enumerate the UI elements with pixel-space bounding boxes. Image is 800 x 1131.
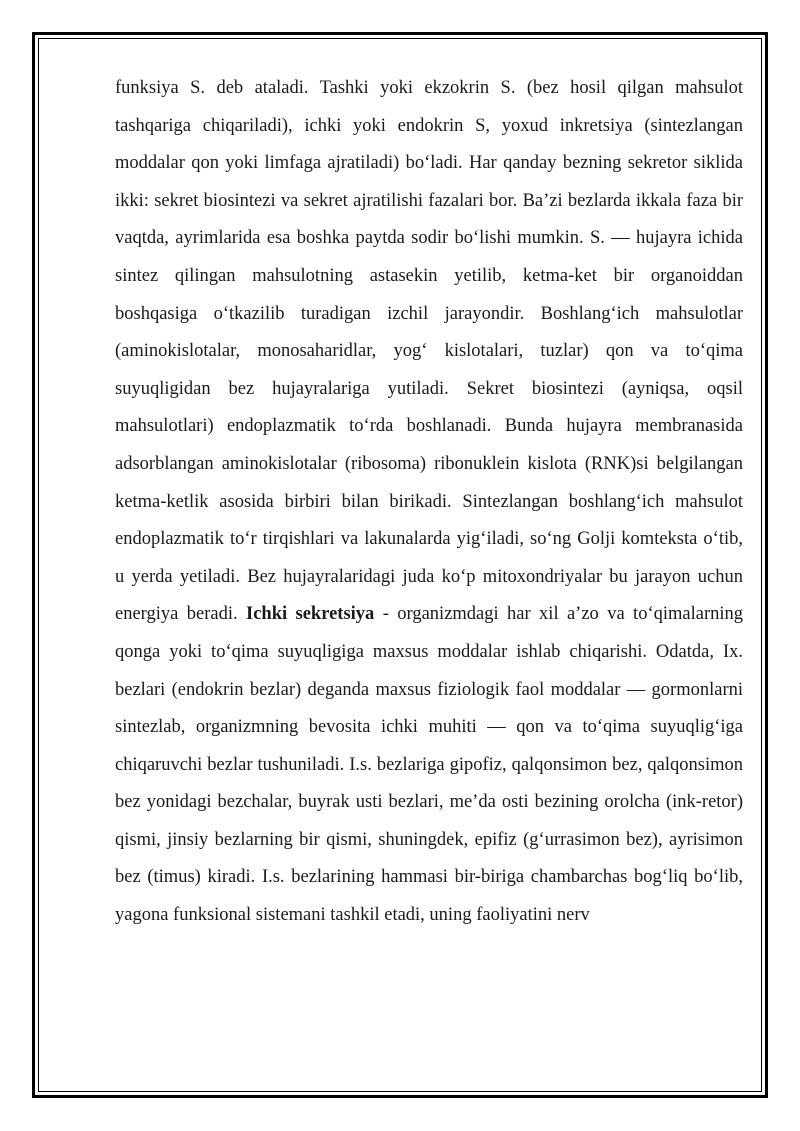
text-after-bold: - organizmdagi har xil a’zo va to‘qimalarning qonga yoki to‘qima suyuqligiga maxsus moddalar ishlab chiqarishi. Odatda, Ix. bezlari (endokrin bezlar) deganda maxsus fiziologik faol moddalar — gormonlarni sintezlab, organizmning bevosita ichki muhiti — qon va to‘qima suyuqlig‘iga chiqaruvchi bezlar tushuniladi. I.s. bezlariga gipofiz, qalqonsimon bez, qalqonsimon bez yonidagi bezchalar, buyrak usti bezlari, me’da osti bezining orolcha (ink-retor) qismi, jinsiy bezlarning bir qismi, shuningdek, epifiz (g‘urrasimon bez), ayrisimon bez (timus) kiradi. I.s. bezlarining hammasi bir-biriga chambarchas bog‘liq bo‘lib, yagona funksional sistemani tashkil etadi, uning faoliyatini nerv [115, 604, 743, 926]
text-before-bold: funksiya S. deb ataladi. Tashki yoki ekzokrin S. (bez hosil qilgan mahsulot tashqariga chiqariladi), ichki yoki endokrin S, yoxud inkretsiya (sintezlangan moddalar qon yoki limfaga ajratiladi) bo‘ladi. Har qanday bezning sekretor siklida ikki: sekret biosintezi va sekret ajratilishi fazalari bor. Ba’zi bezlarda ikkala faza bir vaqtda, ayrimlarida esa boshka paytda sodir bo‘lishi mumkin. S. — hujayra ichida sintez qilingan mahsulotning astasekin yetilib, ketma-ket bir organoiddan boshqasiga o‘tkazilib turadigan izchil jarayondir. Boshlang‘ich mahsulotlar (aminokislotalar, monosaharidlar, yog‘ kislotalari, tuzlar) qon va to‘qima suyuqligidan bez hujayralariga yutiladi. Sekret biosintezi (ayniqsa, oqsil mahsulotlari) endoplazmatik to‘rda boshlanadi. Bunda hujayra membranasida adsorblangan aminokislotalar (ribosoma) ribonuklein kislota (RNK)si belgilangan ketma-ketlik asosida birbiri bilan birikadi. Sintezlangan boshlang‘ich mahsulot endoplazmatik to‘r tirqishlari va lakunalarda yig‘iladi, so‘ng Golji komteksta o‘tib, u yerda yetiladi. Bez hujayralaridagi juda ko‘p mitoxondriyalar bu jarayon uchun energiya beradi. [115, 78, 743, 625]
bold-term: Ichki sekretsiya [246, 604, 375, 625]
body-paragraph [115, 70, 743, 935]
